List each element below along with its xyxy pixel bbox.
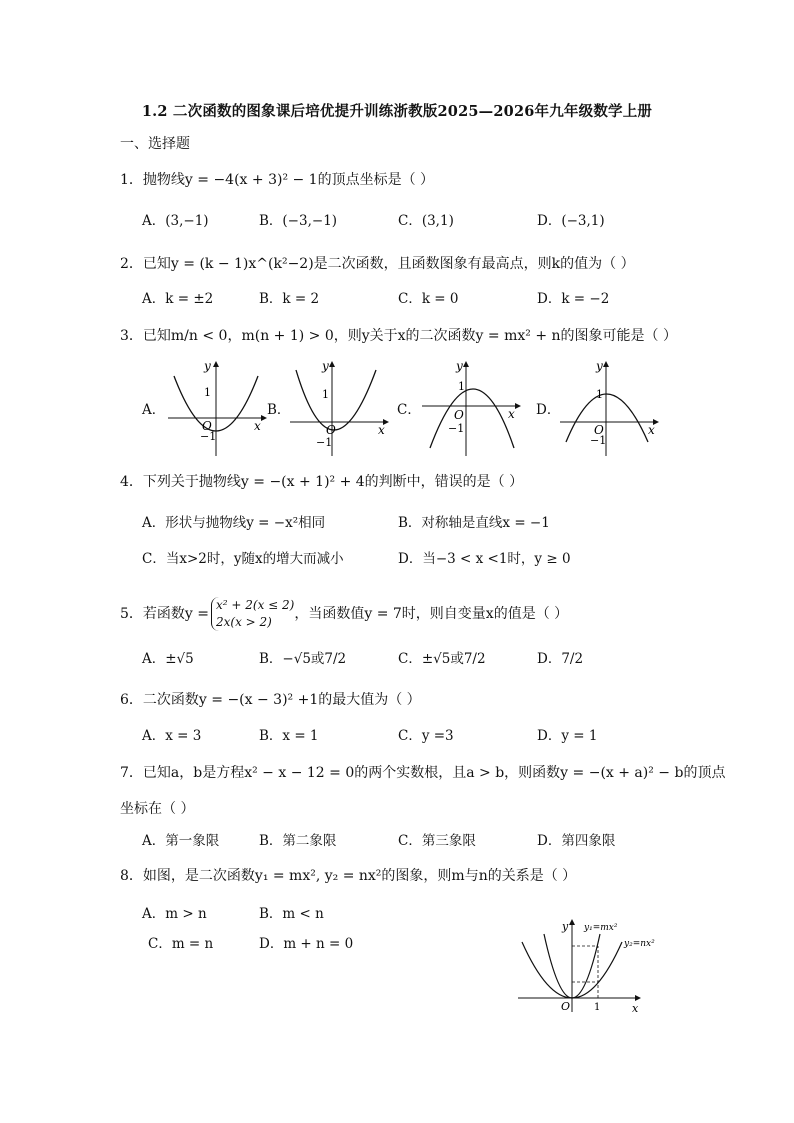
q3-option-a-label[interactable]: A． xyxy=(142,402,166,418)
tick-label-1: 1 xyxy=(322,388,329,401)
q1-option-a[interactable]: A．(3,−1) xyxy=(142,213,209,229)
q6-option-c[interactable]: C．y =3 xyxy=(398,728,454,744)
x-axis-label: x xyxy=(648,423,655,437)
q3-graph-b[interactable] xyxy=(286,356,392,460)
q5-piece-2: 2x(x > 2) xyxy=(216,615,272,629)
page-title: 1.2 二次函数的图象课后培优提升训练浙教版2025—2026年九年级数学上册 xyxy=(141,103,653,120)
tick-label-neg1: −1 xyxy=(448,422,465,435)
section-heading: 一、选择题 xyxy=(120,136,190,152)
origin-label: O xyxy=(202,419,212,433)
q3-graph-d[interactable] xyxy=(556,356,662,460)
origin-label: O xyxy=(326,423,336,437)
origin-label: O xyxy=(454,408,464,422)
question-2-stem: 2．已知y = (k − 1)x^(k²−2)是二次函数，且函数图象有最高点，则k的值为（ ） xyxy=(120,256,635,272)
q4-option-b[interactable]: B．对称轴是直线x = −1 xyxy=(398,515,550,531)
q7-option-b[interactable]: B．第二象限 xyxy=(259,833,337,849)
y-axis-label: y xyxy=(456,359,463,373)
tick-label-neg1: −1 xyxy=(200,430,217,443)
q5-piece-1: x² + 2(x ≤ 2) xyxy=(216,598,295,612)
tick-label-1: 1 xyxy=(458,380,465,393)
x-axis-label: x xyxy=(632,1002,639,1014)
q1-option-c[interactable]: C．(3,1) xyxy=(398,213,454,229)
q7-option-d[interactable]: D．第四象限 xyxy=(537,833,616,849)
x-axis-label: x xyxy=(254,419,261,433)
y-axis-label: y xyxy=(322,359,329,373)
y-axis-label: y xyxy=(204,359,211,373)
question-5-stem xyxy=(120,597,568,631)
q1-option-b[interactable]: B．(−3,−1) xyxy=(259,213,338,229)
tick-label-1: 1 xyxy=(596,388,603,401)
parabola-curve xyxy=(430,389,514,448)
tick-label-neg1: −1 xyxy=(316,436,333,449)
question-7-stem-line1: 7．已知a，b是方程x² − x − 12 = 0的两个实数根，且a > b，则函数y = −(x + a)² − b的顶点 xyxy=(120,765,726,781)
q5-option-a[interactable]: A．±√5 xyxy=(142,651,194,667)
y2-label: y₂=nx² xyxy=(624,939,655,949)
q7-option-c[interactable]: C．第三象限 xyxy=(398,833,476,849)
q7-option-a[interactable]: A．第一象限 xyxy=(142,833,220,849)
q5-piecewise xyxy=(211,597,294,631)
question-6-stem: 6．二次函数y = −(x − 3)² +1的最大值为（ ） xyxy=(120,692,421,708)
q2-option-b[interactable]: B．k = 2 xyxy=(259,291,320,307)
q4-option-a[interactable]: A．形状与抛物线y = −x²相同 xyxy=(142,515,326,531)
tick-label-neg1: −1 xyxy=(590,434,607,447)
q3-option-d-label[interactable]: D． xyxy=(536,402,561,418)
tick-label-1: 1 xyxy=(204,386,211,399)
q5-option-d[interactable]: D．7/2 xyxy=(537,651,584,667)
q2-option-c[interactable]: C．k = 0 xyxy=(398,291,459,307)
parabola-curve xyxy=(566,394,648,442)
q3-graph-c[interactable] xyxy=(418,356,524,460)
q5-stem-post: ，当函数值y = 7时，则自变量x的值是（ ） xyxy=(294,606,569,622)
question-4-stem: 4．下列关于抛物线y = −(x + 1)² + 4的判断中，错误的是（ ） xyxy=(120,474,524,490)
q2-option-a[interactable]: A．k = ±2 xyxy=(142,291,214,307)
question-3-stem: 3．已知m/n < 0，m(n + 1) > 0，则y关于x的二次函数y = mx² + n的图象可能是（ ） xyxy=(120,328,677,344)
q8-option-a[interactable]: A．m > n xyxy=(142,906,207,922)
q6-option-b[interactable]: B．x = 1 xyxy=(259,728,319,744)
y1-label: y₁=mx² xyxy=(584,923,618,933)
q5-option-c[interactable]: C．±√5或7/2 xyxy=(398,651,486,667)
parabola-curve xyxy=(296,370,376,430)
question-1-stem: 1．抛物线y = −4(x + 3)² − 1的顶点坐标是（ ） xyxy=(120,172,435,188)
q8-graph xyxy=(514,914,674,1014)
question-8-stem: 8．如图，是二次函数y₁ = mx², y₂ = nx²的图象，则m与n的关系是（ ） xyxy=(120,868,577,884)
q6-option-a[interactable]: A．x = 3 xyxy=(142,728,202,744)
x-axis-label: x xyxy=(508,407,515,421)
x-axis-label: x xyxy=(378,423,385,437)
q4-option-d[interactable]: D．当−3 < x <1时，y ≥ 0 xyxy=(398,551,571,567)
q4-option-c[interactable]: C．当x>2时，y随x的增大而减小 xyxy=(142,551,344,567)
q2-option-d[interactable]: D．k = −2 xyxy=(537,291,610,307)
q5-option-b[interactable]: B．−√5或7/2 xyxy=(259,651,347,667)
q1-option-d[interactable]: D．(−3,1) xyxy=(537,213,605,229)
q8-option-d[interactable]: D．m + n = 0 xyxy=(259,936,354,952)
q3-option-b-label[interactable]: B． xyxy=(267,402,291,418)
q3-option-c-label[interactable]: C． xyxy=(397,402,421,418)
y-axis-label: y xyxy=(596,359,603,373)
q5-stem-pre: 5．若函数y = xyxy=(120,606,209,622)
question-7-stem-line2: 坐标在（ ） xyxy=(120,801,195,817)
origin-label: O xyxy=(561,1000,571,1013)
q3-graph-a[interactable] xyxy=(164,356,270,460)
origin-label: O xyxy=(594,423,604,437)
q8-option-b[interactable]: B．m < n xyxy=(259,906,324,922)
q8-option-c[interactable]: C．m = n xyxy=(148,936,214,952)
tick-label-1: 1 xyxy=(594,1002,601,1013)
q6-option-d[interactable]: D．y = 1 xyxy=(537,728,598,744)
y-axis-label: y xyxy=(562,920,569,933)
